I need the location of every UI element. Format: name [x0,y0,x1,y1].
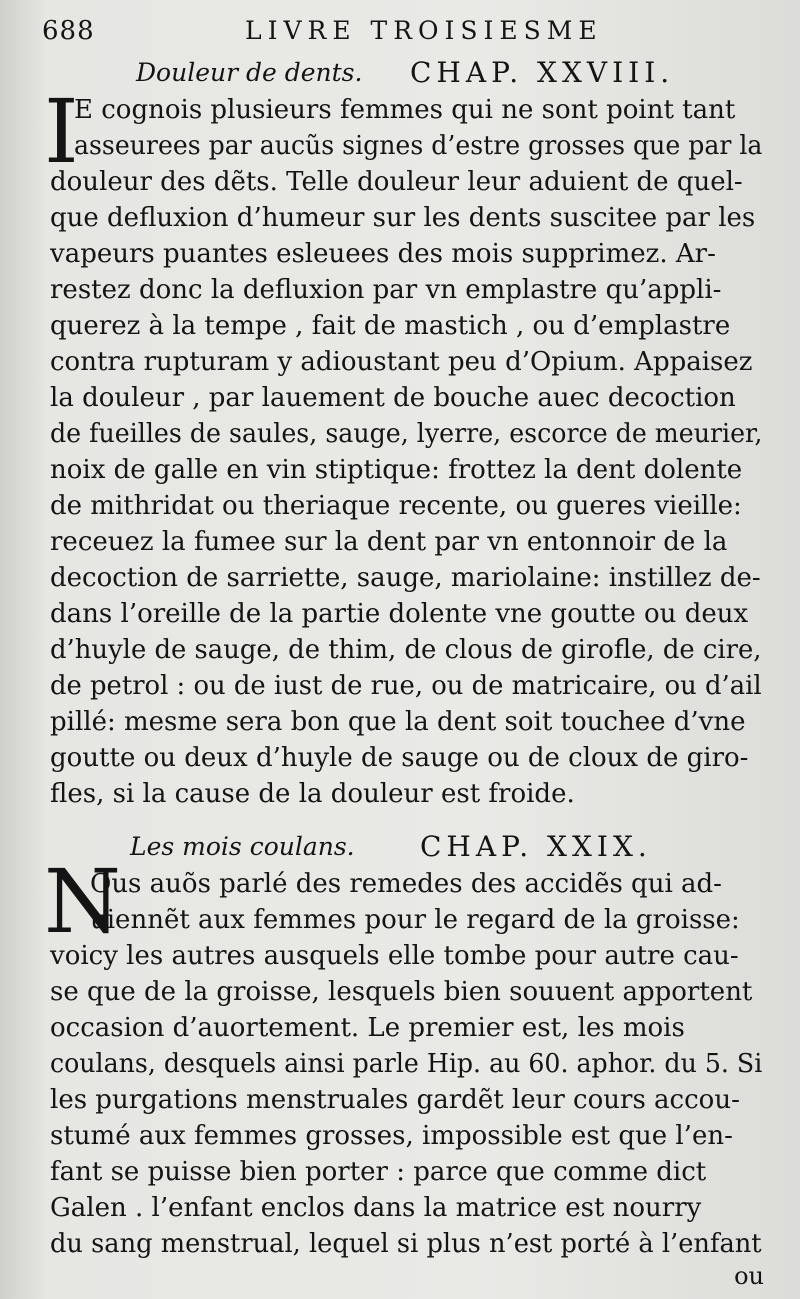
chapter-body [50,92,762,812]
catchword: ou [734,1262,764,1290]
text-line: contra rupturam y adioustant peu d’Opium. Appaisez [50,347,753,377]
text-line: pillé: mesme sera bon que la dent soit touchee d’vne [50,707,746,737]
drop-capital: N [44,850,121,953]
text-line: restez donc la defluxion par vn emplastre qu’appli- [50,275,722,305]
text-line: les purgations menstruales gardẽt leur cours accou- [50,1085,740,1115]
page-header [40,14,780,54]
text-line: du sang menstrual, lequel si plus n’est porté à l’enfant [50,1229,762,1259]
text-line: decoction de sarriette, sauge, mariolaine: instillez de- [50,563,761,593]
chapter-body [50,866,762,1262]
text-line: se que de la groisse, lesquels bien souuent apportent [50,977,753,1007]
text-line: coulans, desquels ainsi parle Hip. au 60. aphor. du 5. Si [50,1049,763,1079]
running-title: LIVRE TROISIESME [245,16,603,45]
text-line: de fueilles de saules, sauge, lyerre, escorce de meurier, [50,419,763,449]
text-line: de petrol : ou de iust de rue, ou de matricaire, ou d’ail [50,671,762,701]
text-line: la douleur , par lauement de bouche auec decoction [50,383,736,413]
text-line: vapeurs puantes esleuees des mois supprimez. Ar- [50,239,716,269]
drop-capital: I [44,80,79,183]
text-line: Galen . l’enfant enclos dans la matrice est nourry [50,1193,702,1223]
chapter-topic: Douleur de dents. [136,58,363,87]
text-line: Ous auõs parlé des remedes des accidẽs qui ad- [90,869,722,899]
text-line: douleur des dẽts. Telle douleur leur aduient de quel- [50,167,743,197]
chapter-number: CHAP. XXIX. [420,830,652,863]
text-line: fant se puisse bien porter : parce que comme dict [50,1157,707,1187]
text-line: querez à la tempe , fait de mastich , ou d’emplastre [50,311,731,341]
text-line: goutte ou deux d’huyle de sauge ou de cloux de giro- [50,743,749,773]
chapter-heading [0,56,800,96]
text-line: stumé aux femmes grosses, impossible est que l’en- [50,1121,733,1151]
text-line: uiennẽt aux femmes pour le regard de la groisse: [90,905,740,935]
page-number: 688 [42,16,95,46]
text-line: que defluxion d’humeur sur les dents suscitee par les [50,203,756,233]
text-line: E cognois plusieurs femmes qui ne sont point tant [74,95,736,125]
text-line: de mithridat ou theriaque recente, ou gueres vieille: [50,491,742,521]
text-line: voicy les autres ausquels elle tombe pour autre cau- [50,941,739,971]
text-line: d’huyle de sauge, de thim, de clous de girofle, de cire, [50,635,762,665]
chapter-topic: Les mois coulans. [130,832,355,861]
text-line: receuez la fumee sur la dent par vn entonnoir de la [50,527,728,557]
text-line: dans l’oreille de la partie dolente vne goutte ou deux [50,599,749,629]
text-line: fles, si la cause de la douleur est froide. [50,779,575,809]
text-line: occasion d’auortement. Le premier est, les mois [50,1013,685,1043]
text-line: asseurees par aucũs signes d’estre grosses que par la [74,131,763,161]
chapter-number: CHAP. XXVIII. [410,56,675,89]
text-line: noix de galle en vin stiptique: frottez la dent dolente [50,455,743,485]
